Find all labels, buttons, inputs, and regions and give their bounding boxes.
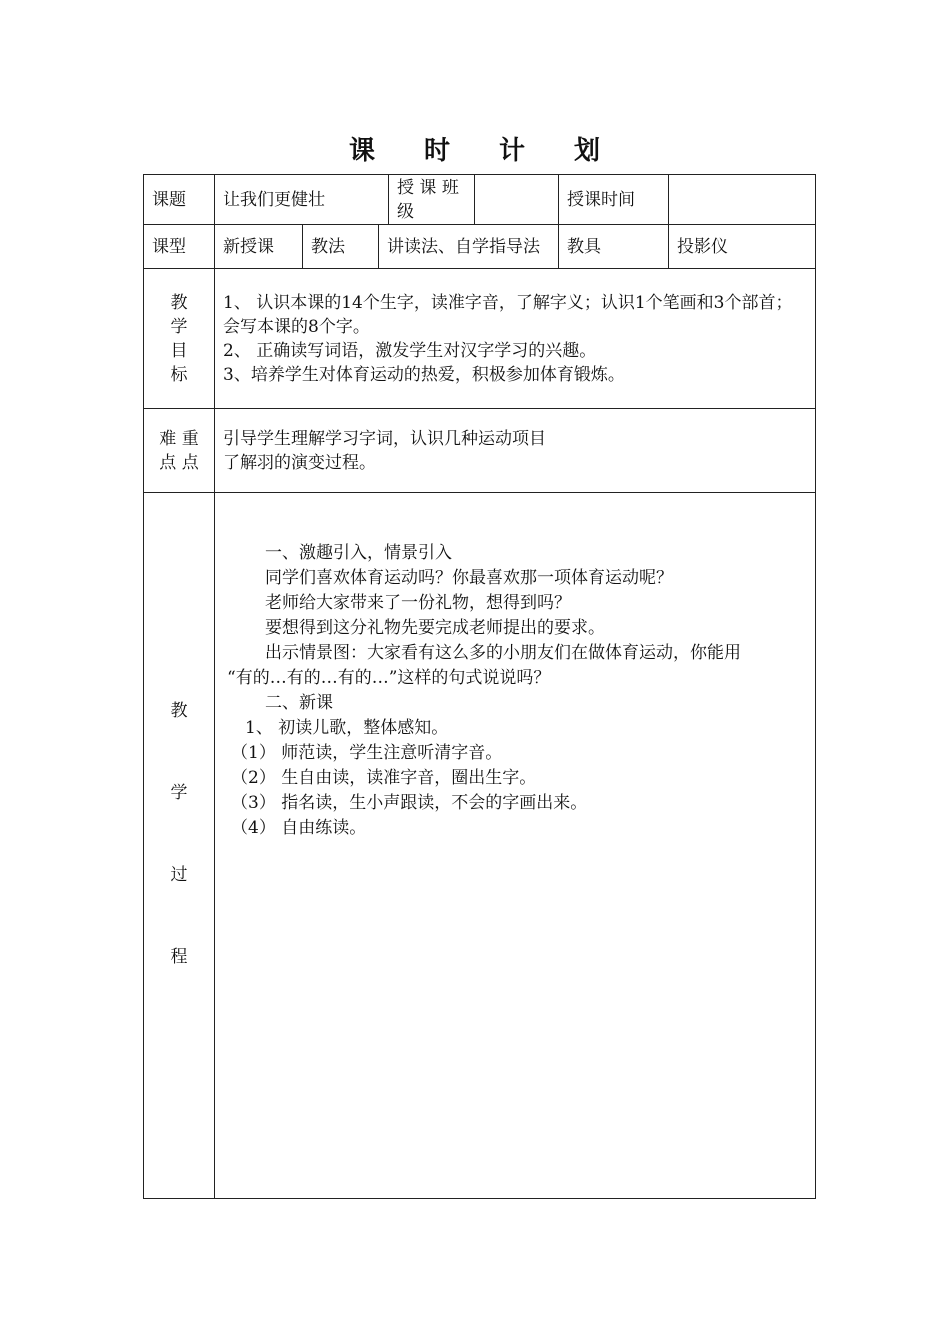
title-char: 计 bbox=[499, 136, 527, 166]
process-line: （4） 自由练读。 bbox=[231, 818, 367, 838]
class-value bbox=[475, 175, 559, 225]
method-label: 教法 bbox=[303, 225, 379, 269]
page-title bbox=[0, 130, 950, 167]
process-label bbox=[144, 493, 215, 1199]
key-points-label: 难 重 点 点 bbox=[144, 409, 215, 493]
process-content bbox=[215, 493, 816, 1199]
key-point-line: 引导学生理解学习字词，认识几种运动项目 bbox=[223, 428, 546, 449]
goals-label-char: 目 bbox=[170, 340, 188, 361]
table-row bbox=[144, 493, 816, 1199]
process-label-char: 程 bbox=[170, 947, 188, 967]
type-label: 课型 bbox=[144, 225, 215, 269]
time-value bbox=[669, 175, 816, 225]
goal-item: 3、培养学生对体育运动的热爱，积极参加体育锻炼。 bbox=[223, 364, 625, 385]
key-points-content bbox=[215, 409, 816, 493]
table-row bbox=[144, 409, 816, 493]
table-row bbox=[144, 269, 816, 409]
table-row bbox=[144, 225, 816, 269]
key-point-line: 了解羽的演变过程。 bbox=[223, 452, 376, 473]
process-label-char: 过 bbox=[170, 865, 188, 885]
process-line: 出示情景图：大家看有这么多的小朋友们在做体育运动，你能用 bbox=[265, 643, 741, 663]
process-label-char: 教 bbox=[170, 701, 188, 721]
process-line: （3） 指名读，生小声跟读，不会的字画出来。 bbox=[231, 793, 588, 813]
time-label: 授课时间 bbox=[559, 175, 669, 225]
title-char: 时 bbox=[423, 136, 451, 166]
tools-value: 投影仪 bbox=[669, 225, 816, 269]
process-line: 一、激趣引入，情景引入 bbox=[265, 543, 452, 563]
process-line: “有的…有的…有的…”这样的句式说说吗？ bbox=[227, 668, 551, 688]
type-value: 新授课 bbox=[215, 225, 303, 269]
goal-item: 1、 认识本课的14个生字，读准字音，了解字义；认识1个笔画和3个部首；会写本课的8个字。 bbox=[223, 292, 793, 337]
goals-content bbox=[215, 269, 816, 409]
process-line: 二、新课 bbox=[265, 693, 333, 713]
process-line: （2） 生自由读，读准字音，圈出生字。 bbox=[231, 768, 537, 788]
goals-label-char: 教 bbox=[170, 292, 188, 313]
process-line: 1、 初读儿歌，整体感知。 bbox=[245, 718, 449, 738]
process-line: 要想得到这分礼物先要完成老师提出的要求。 bbox=[265, 618, 605, 638]
lesson-plan-table bbox=[143, 174, 816, 1199]
process-line: （1） 师范读，学生注意听清字音。 bbox=[231, 743, 503, 763]
topic-value: 让我们更健壮 bbox=[215, 175, 389, 225]
process-label-char: 学 bbox=[170, 783, 188, 803]
title-char: 课 bbox=[348, 136, 376, 166]
goals-label-char: 学 bbox=[170, 316, 188, 337]
goals-label-char: 标 bbox=[170, 364, 188, 385]
method-value: 讲读法、自学指导法 bbox=[379, 225, 559, 269]
tools-label: 教具 bbox=[559, 225, 669, 269]
table-row bbox=[144, 175, 816, 225]
topic-label: 课题 bbox=[144, 175, 215, 225]
process-line: 老师给大家带来了一份礼物，想得到吗？ bbox=[265, 593, 571, 613]
goal-item: 2、 正确读写词语，激发学生对汉字学习的兴趣。 bbox=[223, 340, 597, 361]
class-label: 授 课 班 级 bbox=[389, 175, 475, 225]
process-line: 同学们喜欢体育运动吗？你最喜欢那一项体育运动呢？ bbox=[265, 568, 673, 588]
title-char: 划 bbox=[574, 136, 602, 166]
goals-label bbox=[144, 269, 215, 409]
